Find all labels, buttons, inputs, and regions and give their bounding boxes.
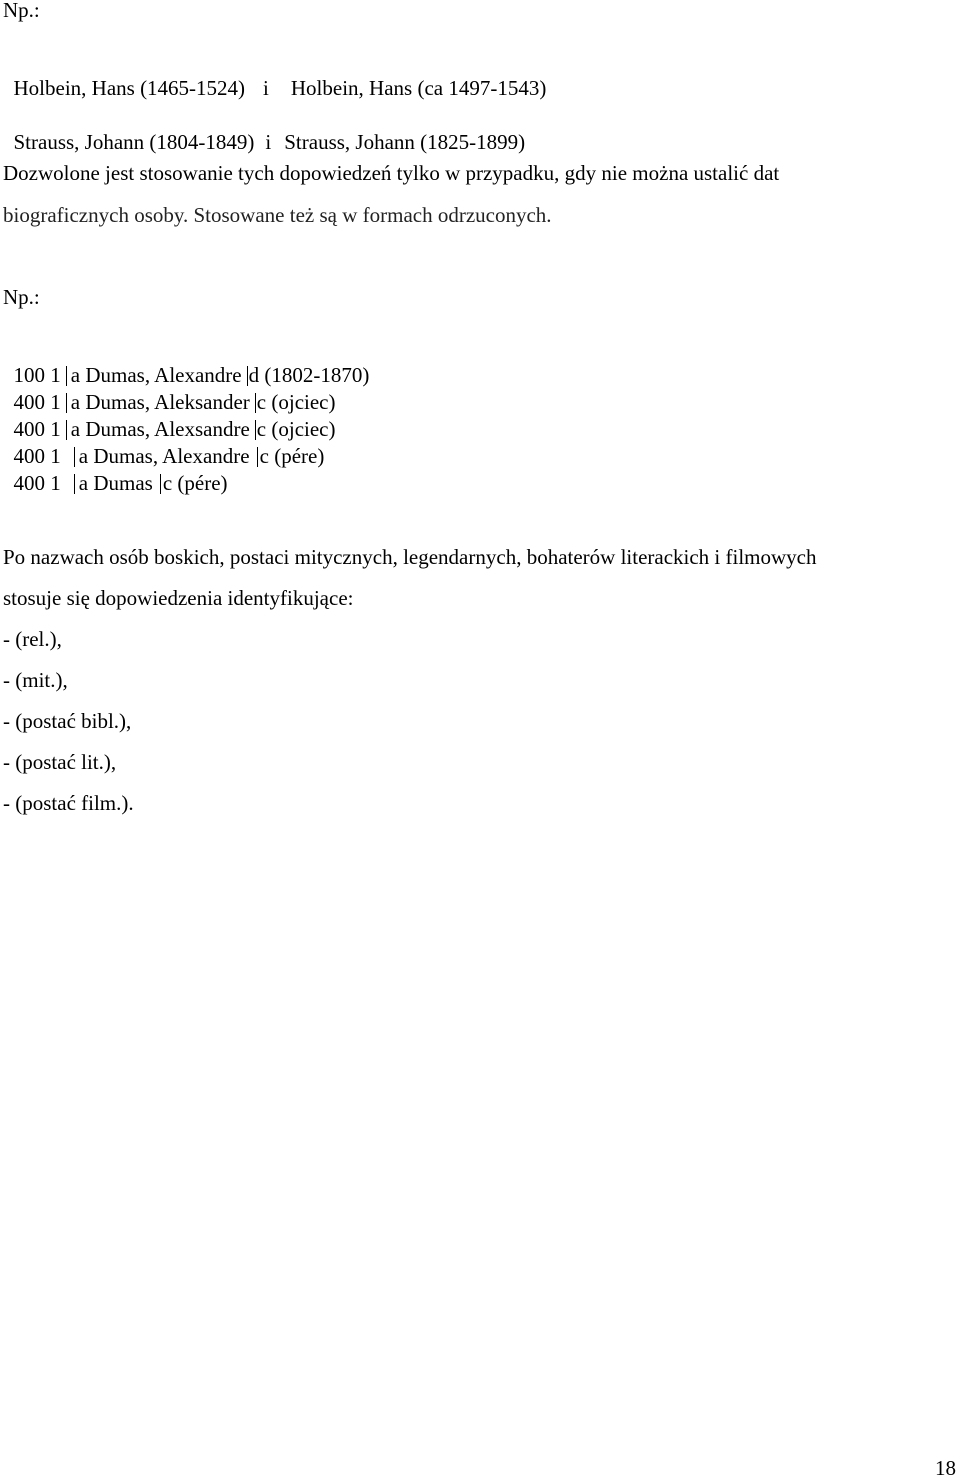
list-item: - (postać bibl.), — [3, 709, 132, 733]
list-item: - (mit.), — [3, 668, 68, 692]
example-right: Strauss, Johann (1825-1899) — [284, 130, 526, 154]
marc-tag: 100 1 — [13, 363, 61, 387]
marc-subfield-a: a Dumas, Alexandre — [78, 444, 250, 468]
paragraph-line: Dozwolone jest stosowanie tych dopowiedzeń tylko w przypadku, gdy nie można ustalić dat — [3, 161, 780, 185]
marc-subfield: c (pére) — [259, 444, 325, 468]
list-item: - (rel.), — [3, 627, 62, 651]
marc-subfield: d (1802-1870) — [248, 363, 370, 387]
marc-tag: 400 1 — [13, 390, 61, 414]
example-conj: i — [263, 76, 269, 100]
marc-subfield: c (ojciec) — [256, 417, 336, 441]
marc-record — [3, 447, 228, 495]
example-row — [3, 52, 546, 100]
intro-label: Np.: — [3, 0, 40, 22]
example-right: Holbein, Hans (ca 1497-1543) — [290, 76, 547, 100]
example-left: Holbein, Hans (1465-1524) — [13, 76, 246, 100]
marc-subfield-a: a Dumas — [78, 471, 153, 495]
example-conj: i — [265, 130, 272, 154]
paragraph-line: biograficznych osoby. Stosowane też są w formach odrzuconych. — [3, 203, 552, 227]
marc-tag: 400 1 — [13, 417, 61, 441]
example-row — [3, 106, 525, 154]
marc-subfield-a: a Dumas, Alexandre — [70, 363, 242, 387]
marc-subfield: c (ojciec) — [256, 390, 336, 414]
marc-subfield: c (pére) — [162, 471, 228, 495]
paragraph-line: stosuje się dopowiedzenia identyfikujące: — [3, 586, 354, 610]
page-number: 18 — [935, 1456, 956, 1480]
paragraph-line: Po nazwach osób boskich, postaci mitycznych, legendarnych, bohaterów literackich i filmowych — [3, 545, 817, 569]
list-item: - (postać lit.), — [3, 750, 117, 774]
marc-subfield-a: a Dumas, Aleksander — [70, 390, 250, 414]
marc-tag: 400 1 — [13, 471, 61, 495]
example-left: Strauss, Johann (1804-1849) — [13, 130, 255, 154]
marc-tag: 400 1 — [13, 444, 61, 468]
marc-subfield-a: a Dumas, Alexsandre — [70, 417, 250, 441]
example-label: Np.: — [3, 285, 40, 309]
list-item: - (postać film.). — [3, 791, 134, 815]
